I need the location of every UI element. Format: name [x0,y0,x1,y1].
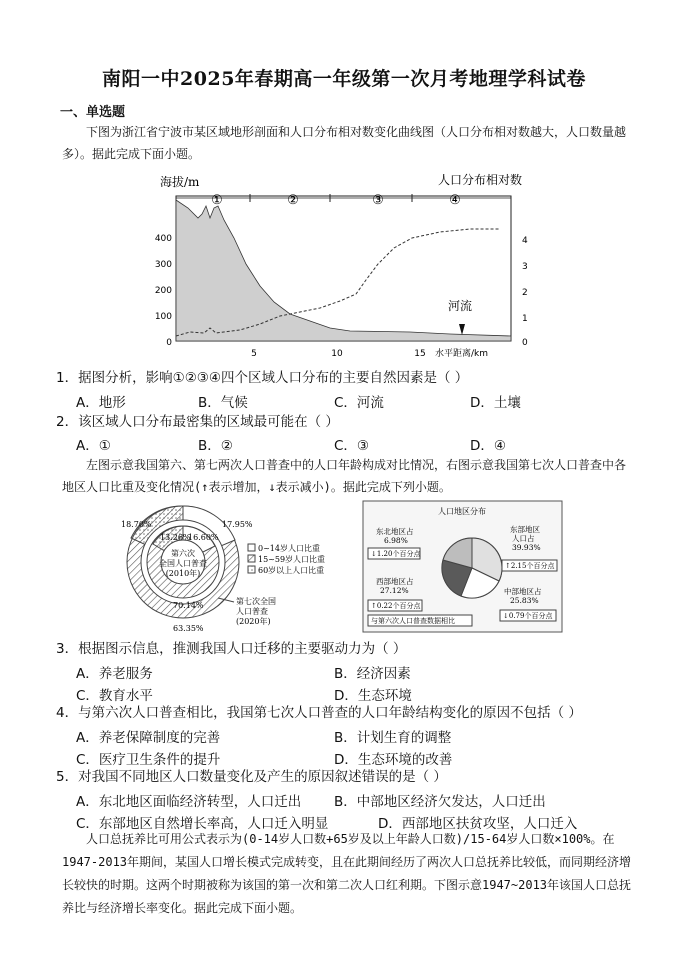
legend-60plus: 60岁以上人口比重 [258,566,325,575]
east-change: ↑2.15个百分点 [505,562,555,570]
legend-15-59: 15~59岁人口比重 [258,555,326,564]
question-3-option-b[interactable]: B．经济因素 [334,666,411,682]
northeast-share: 东北地区占 [376,527,414,536]
right-tick-0: 0 [522,338,528,348]
left-axis-label: 海拔/m [160,175,200,189]
question-5-option-d[interactable]: D．西部地区扶贫攻坚，人口迁入 [378,816,578,832]
question-5-option-a[interactable]: A．东北地区面临经济转型，人口迁出 [76,794,302,810]
left-tick-0: 0 [166,338,172,348]
northeast-change: ↓1.20个百分点 [371,550,421,558]
question-1-option-c[interactable]: C．河流 [334,395,384,411]
right-tick-3: 3 [522,262,528,272]
right-tick-1: 1 [522,314,528,324]
river-label: 河流 [448,299,473,313]
question-4-option-c[interactable]: C．医疗卫生条件的提升 [76,752,221,768]
question-1-option-d[interactable]: D．土壤 [470,395,521,411]
svg-text:27.12%: 27.12% [380,586,409,595]
chart3-footnote: 与第六次人口普查数据相比 [371,617,455,625]
left-tick-100: 100 [154,312,172,322]
chart3-title: 人口地区分布 [438,507,486,516]
question-4-option-d[interactable]: D．生态环境的改善 [334,752,453,768]
regional-distribution-chart [362,500,564,634]
svg-text:(2010年): (2010年) [165,569,201,578]
terrain-population-chart [150,168,540,363]
river-marker-icon [459,324,465,335]
pct-outer-bottom: 63.35% [173,624,204,633]
section-heading: 一、单选题 [60,105,126,120]
center-label: 第六次 [171,549,195,558]
page-title: 南阳一中2025年春期高一年级第一次月考地理学科试卷 [102,68,586,90]
x-tick-10: 10 [331,349,343,359]
question-4-option-a[interactable]: A．养老保障制度的完善 [76,730,221,746]
zone-label-2: ② [287,193,299,208]
pct-outer-right: 17.95% [222,520,253,529]
question-1-option-a[interactable]: A．地形 [76,395,126,411]
central-change: ↓0.79个百分点 [503,612,553,620]
svg-text:25.83%: 25.83% [510,596,539,605]
svg-text:人口占: 人口占 [512,534,535,543]
age-structure-chart [118,500,353,635]
central-share: 中部地区占 [504,587,542,596]
pct-inner-bottom: 70.14% [173,601,204,610]
legend-0-14: 0~14岁人口比重 [258,544,320,553]
intro-paragraph-1: 下图为浙江省宁波市某区域地形剖面和人口分布相对数变化曲线图（人口分布相对数越大，人口数量越多）。据此完成下面小题。 [62,125,627,161]
left-tick-200: 200 [154,286,172,296]
svg-text:39.93%: 39.93% [512,543,541,552]
west-share: 西部地区占 [376,577,414,586]
intro-paragraph-2: 左图示意我国第六、第七两次人口普查中的人口年龄构成对比情况，右图示意我国第七次人口普查中各地区人口比重及变化情况(↑表示增加，↓表示减小)。据此完成下列小题。 [62,458,627,494]
question-2-option-d[interactable]: D．④ [470,438,506,454]
question-2-stem: 2．该区域人口分布最密集的区域最可能在（ ） [56,414,339,430]
svg-text:(2020年): (2020年) [236,617,271,626]
left-tick-300: 300 [154,260,172,270]
question-3-option-c[interactable]: C．教育水平 [76,688,153,704]
east-share: 东部地区 [510,525,540,534]
x-tick-15: 15 [414,349,426,359]
svg-text:人口普查: 人口普查 [236,607,268,616]
pct-inner-right: 16.60% [188,533,219,542]
pct-outer-left: 18.70% [121,520,152,529]
zone-label-3: ③ [372,193,384,208]
right-tick-4: 4 [522,236,528,246]
west-change: ↑0.22个百分点 [371,602,421,610]
intro-paragraph-3: 人口总抚养比可用公式表示为(0-14岁人口数+65岁及以上年龄人口数)/15-64岁人口数×100%。在1947-2013年期间，某国人口增长模式完成转变，且在此期间经历了两次人口总抚养比较低，而同期经济增长较快的时期。这两个时期被称为该国的第一次和第二次人口红利期。下图示意1947~2013年该国人口总抚养比与经济增长率变化。据此完成下面小题。 [62,832,632,915]
question-5-stem: 5．对我国不同地区人口数量变化及产生的原因叙述错误的是（ ） [56,769,447,785]
question-2-option-b[interactable]: B．② [198,438,233,454]
question-4-option-b[interactable]: B．计划生育的调整 [334,730,452,746]
question-3-stem: 3．根据图示信息，推测我国人口迁移的主要驱动力为（ ） [56,641,407,657]
zone-label-4: ④ [449,193,461,208]
question-5-option-c[interactable]: C．东部地区自然增长率高，人口迁入明显 [76,816,329,832]
zone-label-1: ① [211,193,223,208]
terrain-area [176,200,511,341]
question-4-stem: 4．与第六次人口普查相比，我国第七次人口普查的人口年龄结构变化的原因不包括（ ） [56,705,582,721]
svg-text:6.98%: 6.98% [384,536,408,545]
x-axis-label: 水平距离/km [435,349,489,359]
left-tick-400: 400 [154,234,172,244]
right-axis-label: 人口分布相对数 [438,173,523,187]
right-tick-2: 2 [522,288,528,298]
question-1-option-b[interactable]: B．气候 [198,395,248,411]
question-2-option-c[interactable]: C．③ [334,438,370,454]
question-3-option-d[interactable]: D．生态环境 [334,688,412,704]
question-2-option-a[interactable]: A．① [76,438,111,454]
svg-text:全国人口普查: 全国人口普查 [159,559,207,568]
question-3-option-a[interactable]: A．养老服务 [76,666,153,682]
outer-label: 第七次全国 [236,597,276,606]
x-tick-5: 5 [251,349,257,359]
question-5-option-b[interactable]: B．中部地区经济欠发达，人口迁出 [334,794,546,810]
question-1-stem: 1．据图分析，影响①②③④四个区域人口分布的主要自然因素是（ ） [56,370,469,386]
pct-inner-left: 13.26% [160,533,191,542]
